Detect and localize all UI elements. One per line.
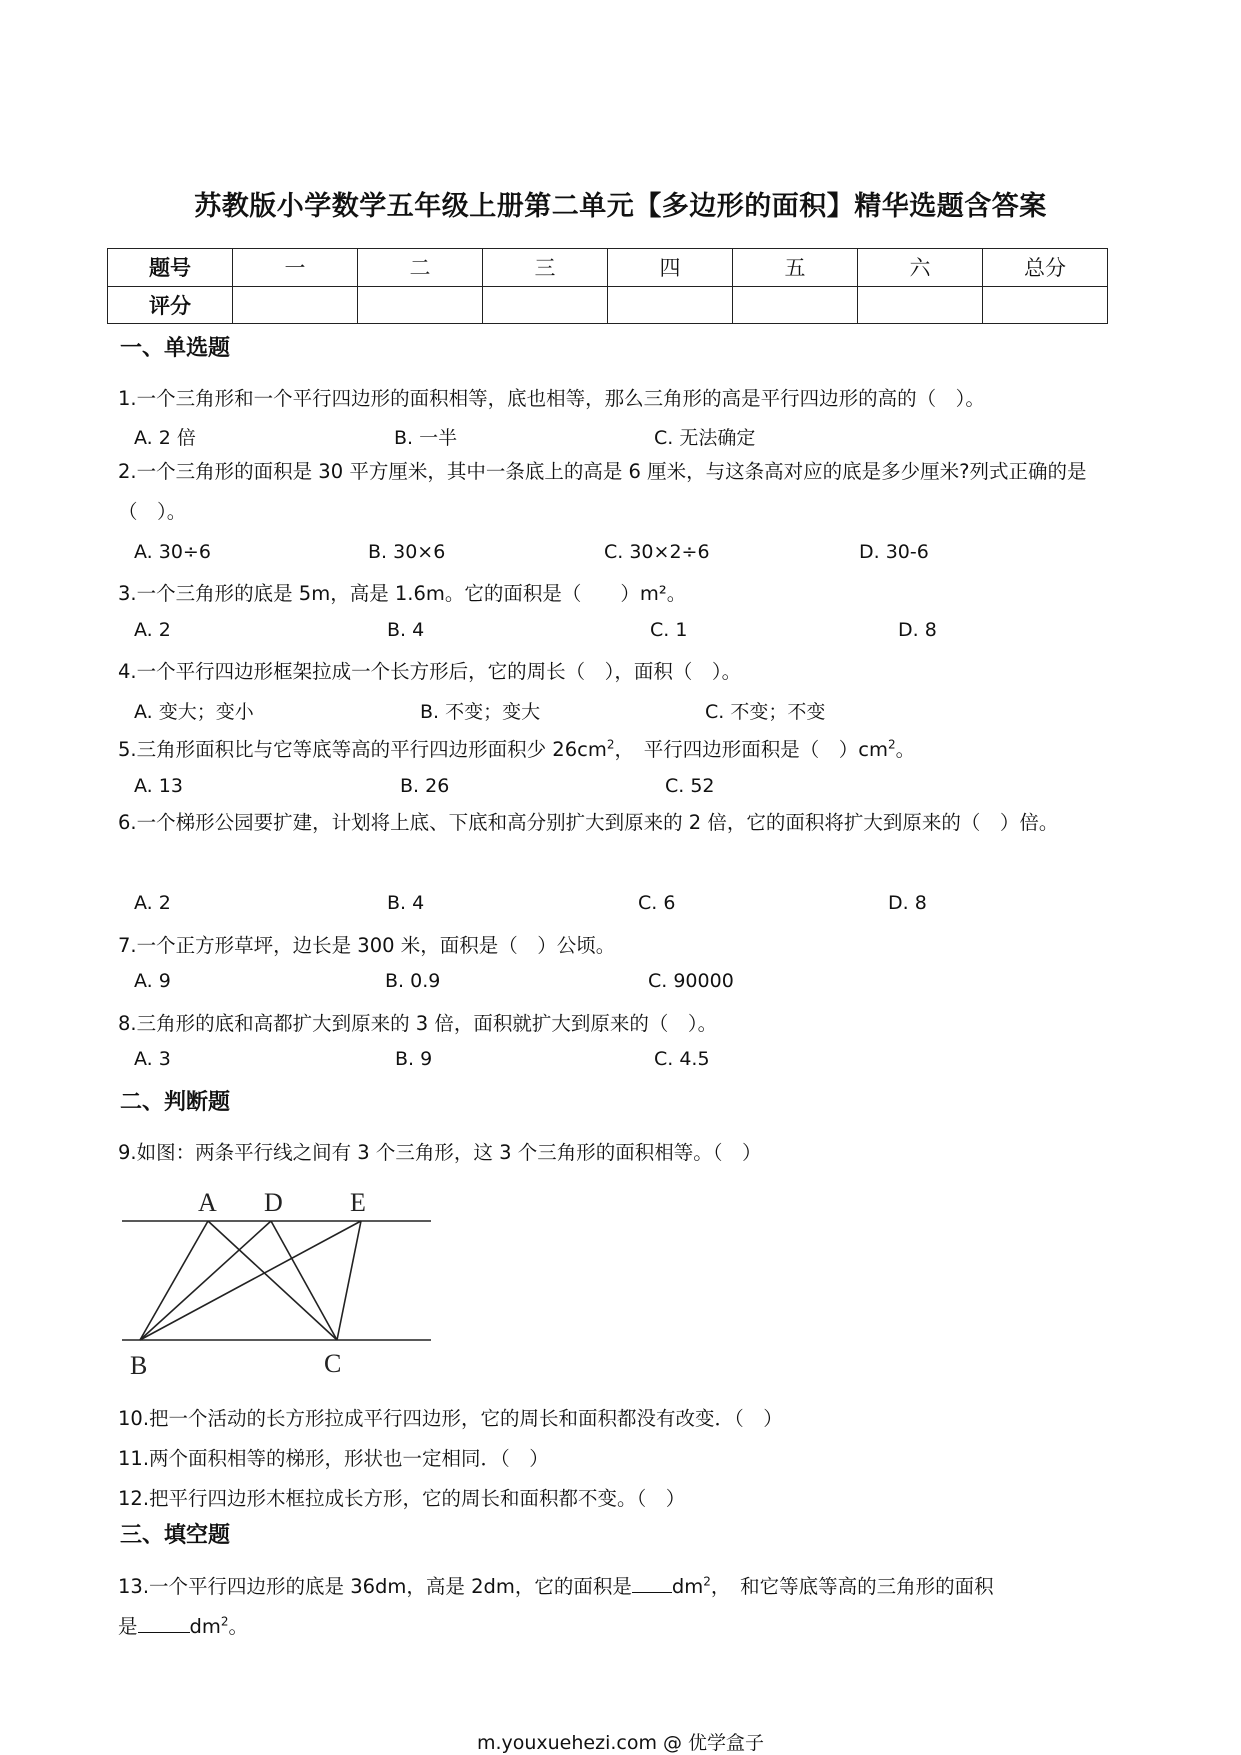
question-9: 9.如图：两条平行线之间有 3 个三角形，这 3 个三角形的面积相等。（ ） — [118, 1141, 762, 1164]
q13-blank-2[interactable] — [138, 1631, 190, 1633]
score-table-col: 四 — [608, 249, 733, 287]
question-8: 8.三角形的底和高都扩大到原来的 3 倍，面积就扩大到原来的（ ）。 — [118, 1012, 718, 1035]
q3-option-b[interactable]: B. 4 — [387, 619, 425, 641]
q8-option-a[interactable]: A. 3 — [134, 1048, 171, 1070]
question-10: 10.把一个活动的长方形拉成平行四边形，它的周长和面积都没有改变．（ ） — [118, 1407, 783, 1430]
label-D: D — [264, 1188, 283, 1217]
score-table-col: 六 — [858, 249, 983, 287]
q13-text-part: dm — [189, 1615, 221, 1638]
score-cell[interactable] — [608, 286, 733, 324]
q4-option-c[interactable]: C. 不变；不变 — [705, 701, 826, 723]
q13-blank-1[interactable] — [632, 1591, 672, 1593]
score-cell[interactable] — [233, 286, 358, 324]
score-cell[interactable] — [358, 286, 483, 324]
q7-option-b[interactable]: B. 0.9 — [385, 970, 441, 992]
q1-option-b[interactable]: B. 一半 — [394, 427, 458, 449]
q7-option-a[interactable]: A. 9 — [134, 970, 171, 992]
q5-text-part: ， 平行四边形面积是（ ）cm — [614, 738, 888, 761]
score-table-col: 二 — [358, 249, 483, 287]
q3-option-d[interactable]: D. 8 — [898, 619, 937, 641]
q5-option-a[interactable]: A. 13 — [134, 775, 183, 797]
q13-text-part: 是 — [118, 1615, 138, 1638]
score-table-col: 三 — [483, 249, 608, 287]
score-table — [107, 248, 1108, 324]
q8-option-c[interactable]: C. 4.5 — [654, 1048, 710, 1070]
question-3: 3.一个三角形的底是 5m，高是 1.6m。它的面积是（ ）m²。 — [118, 582, 687, 605]
q3-option-a[interactable]: A. 2 — [134, 619, 171, 641]
q8-option-b[interactable]: B. 9 — [395, 1048, 433, 1070]
score-cell[interactable] — [733, 286, 858, 324]
page-title: 苏教版小学数学五年级上册第二单元【多边形的面积】精华选题含答案 — [194, 191, 1047, 222]
q13-superscript: 2 — [703, 1574, 711, 1589]
q5-superscript: 2 — [606, 737, 615, 752]
question-6: 6.一个梯形公园要扩建，计划将上底、下底和高分别扩大到原来的 2 倍，它的面积将扩大到原来的（ ）倍。 — [118, 811, 1059, 834]
q13-text-part: ， 和它等底等高的三角形的面积 — [710, 1575, 994, 1598]
q3-option-c[interactable]: C. 1 — [650, 619, 688, 641]
q4-option-a[interactable]: A. 变大；变小 — [134, 701, 254, 723]
question-4: 4.一个平行四边形框架拉成一个长方形后，它的周长（ ），面积（ ）。 — [118, 660, 742, 683]
q5-option-c[interactable]: C. 52 — [665, 775, 715, 797]
label-A: A — [198, 1188, 217, 1217]
q6-option-d[interactable]: D. 8 — [888, 892, 927, 914]
label-B: B — [130, 1351, 148, 1380]
score-table-col: 五 — [733, 249, 858, 287]
q1-option-a[interactable]: A. 2 倍 — [134, 427, 196, 449]
score-cell[interactable] — [483, 286, 608, 324]
score-table-col: 一 — [233, 249, 358, 287]
q7-option-c[interactable]: C. 90000 — [648, 970, 734, 992]
question-1: 1.一个三角形和一个平行四边形的面积相等，底也相等，那么三角形的高是平行四边形的高的（ ）。 — [118, 387, 985, 410]
label-C: C — [324, 1349, 342, 1378]
section-heading-true-false: 二、判断题 — [120, 1090, 231, 1115]
question-13 — [118, 1571, 994, 1599]
label-E: E — [350, 1188, 366, 1217]
score-table-score-row — [108, 286, 1108, 324]
question-2: 2.一个三角形的面积是 30 平方厘米，其中一条底上的高是 6 厘米，与这条高对应的底是多少厘米?列式正确的是（ ）。 — [118, 460, 1087, 523]
footer-watermark: m.youxuehezi.com @ 优学盒子 — [476, 1732, 765, 1754]
question-12: 12.把平行四边形木框拉成长方形，它的周长和面积都不变。（ ） — [118, 1487, 686, 1510]
q13-text-part: 。 — [228, 1615, 249, 1638]
q6-option-b[interactable]: B. 4 — [387, 892, 425, 914]
score-cell[interactable] — [858, 286, 983, 324]
q1-option-c[interactable]: C. 无法确定 — [654, 427, 756, 449]
question-13-line-2 — [118, 1611, 248, 1639]
q5-text-part: 。 — [895, 738, 916, 761]
q6-option-c[interactable]: C. 6 — [638, 892, 676, 914]
question-7: 7.一个正方形草坪，边长是 300 米，面积是（ ）公顷。 — [118, 934, 616, 957]
q2-option-d[interactable]: D. 30-6 — [859, 541, 929, 563]
q5-text-part: 5.三角形面积比与它等底等高的平行四边形面积少 26cm — [118, 738, 607, 761]
section-heading-fill-blank: 三、填空题 — [120, 1523, 231, 1548]
q2-option-a[interactable]: A. 30÷6 — [134, 541, 211, 563]
question-5 — [118, 734, 915, 762]
q13-text-part: 13.一个平行四边形的底是 36dm，高是 2dm，它的面积是 — [118, 1575, 632, 1598]
q6-option-a[interactable]: A. 2 — [134, 892, 171, 914]
parallel-lines-triangles-figure — [118, 1180, 438, 1384]
q2-option-b[interactable]: B. 30×6 — [368, 541, 446, 563]
segment-AC — [208, 1221, 337, 1340]
q5-option-b[interactable]: B. 26 — [400, 775, 450, 797]
score-table-header-label: 题号 — [108, 249, 233, 287]
triangle-diagram — [118, 1180, 438, 1380]
score-table-header-row — [108, 249, 1108, 287]
score-cell[interactable] — [983, 286, 1108, 324]
score-table-col: 总分 — [983, 249, 1108, 287]
q4-option-b[interactable]: B. 不变；变大 — [420, 701, 541, 723]
score-table-score-label: 评分 — [108, 286, 233, 324]
q13-superscript: 2 — [220, 1614, 229, 1629]
q2-option-c[interactable]: C. 30×2÷6 — [604, 541, 710, 563]
question-11: 11.两个面积相等的梯形，形状也一定相同．（ ） — [118, 1447, 549, 1470]
q5-superscript: 2 — [887, 737, 896, 752]
section-heading-single-choice: 一、单选题 — [120, 336, 231, 361]
segment-EC — [337, 1221, 361, 1340]
q13-text-part: dm — [671, 1575, 704, 1598]
